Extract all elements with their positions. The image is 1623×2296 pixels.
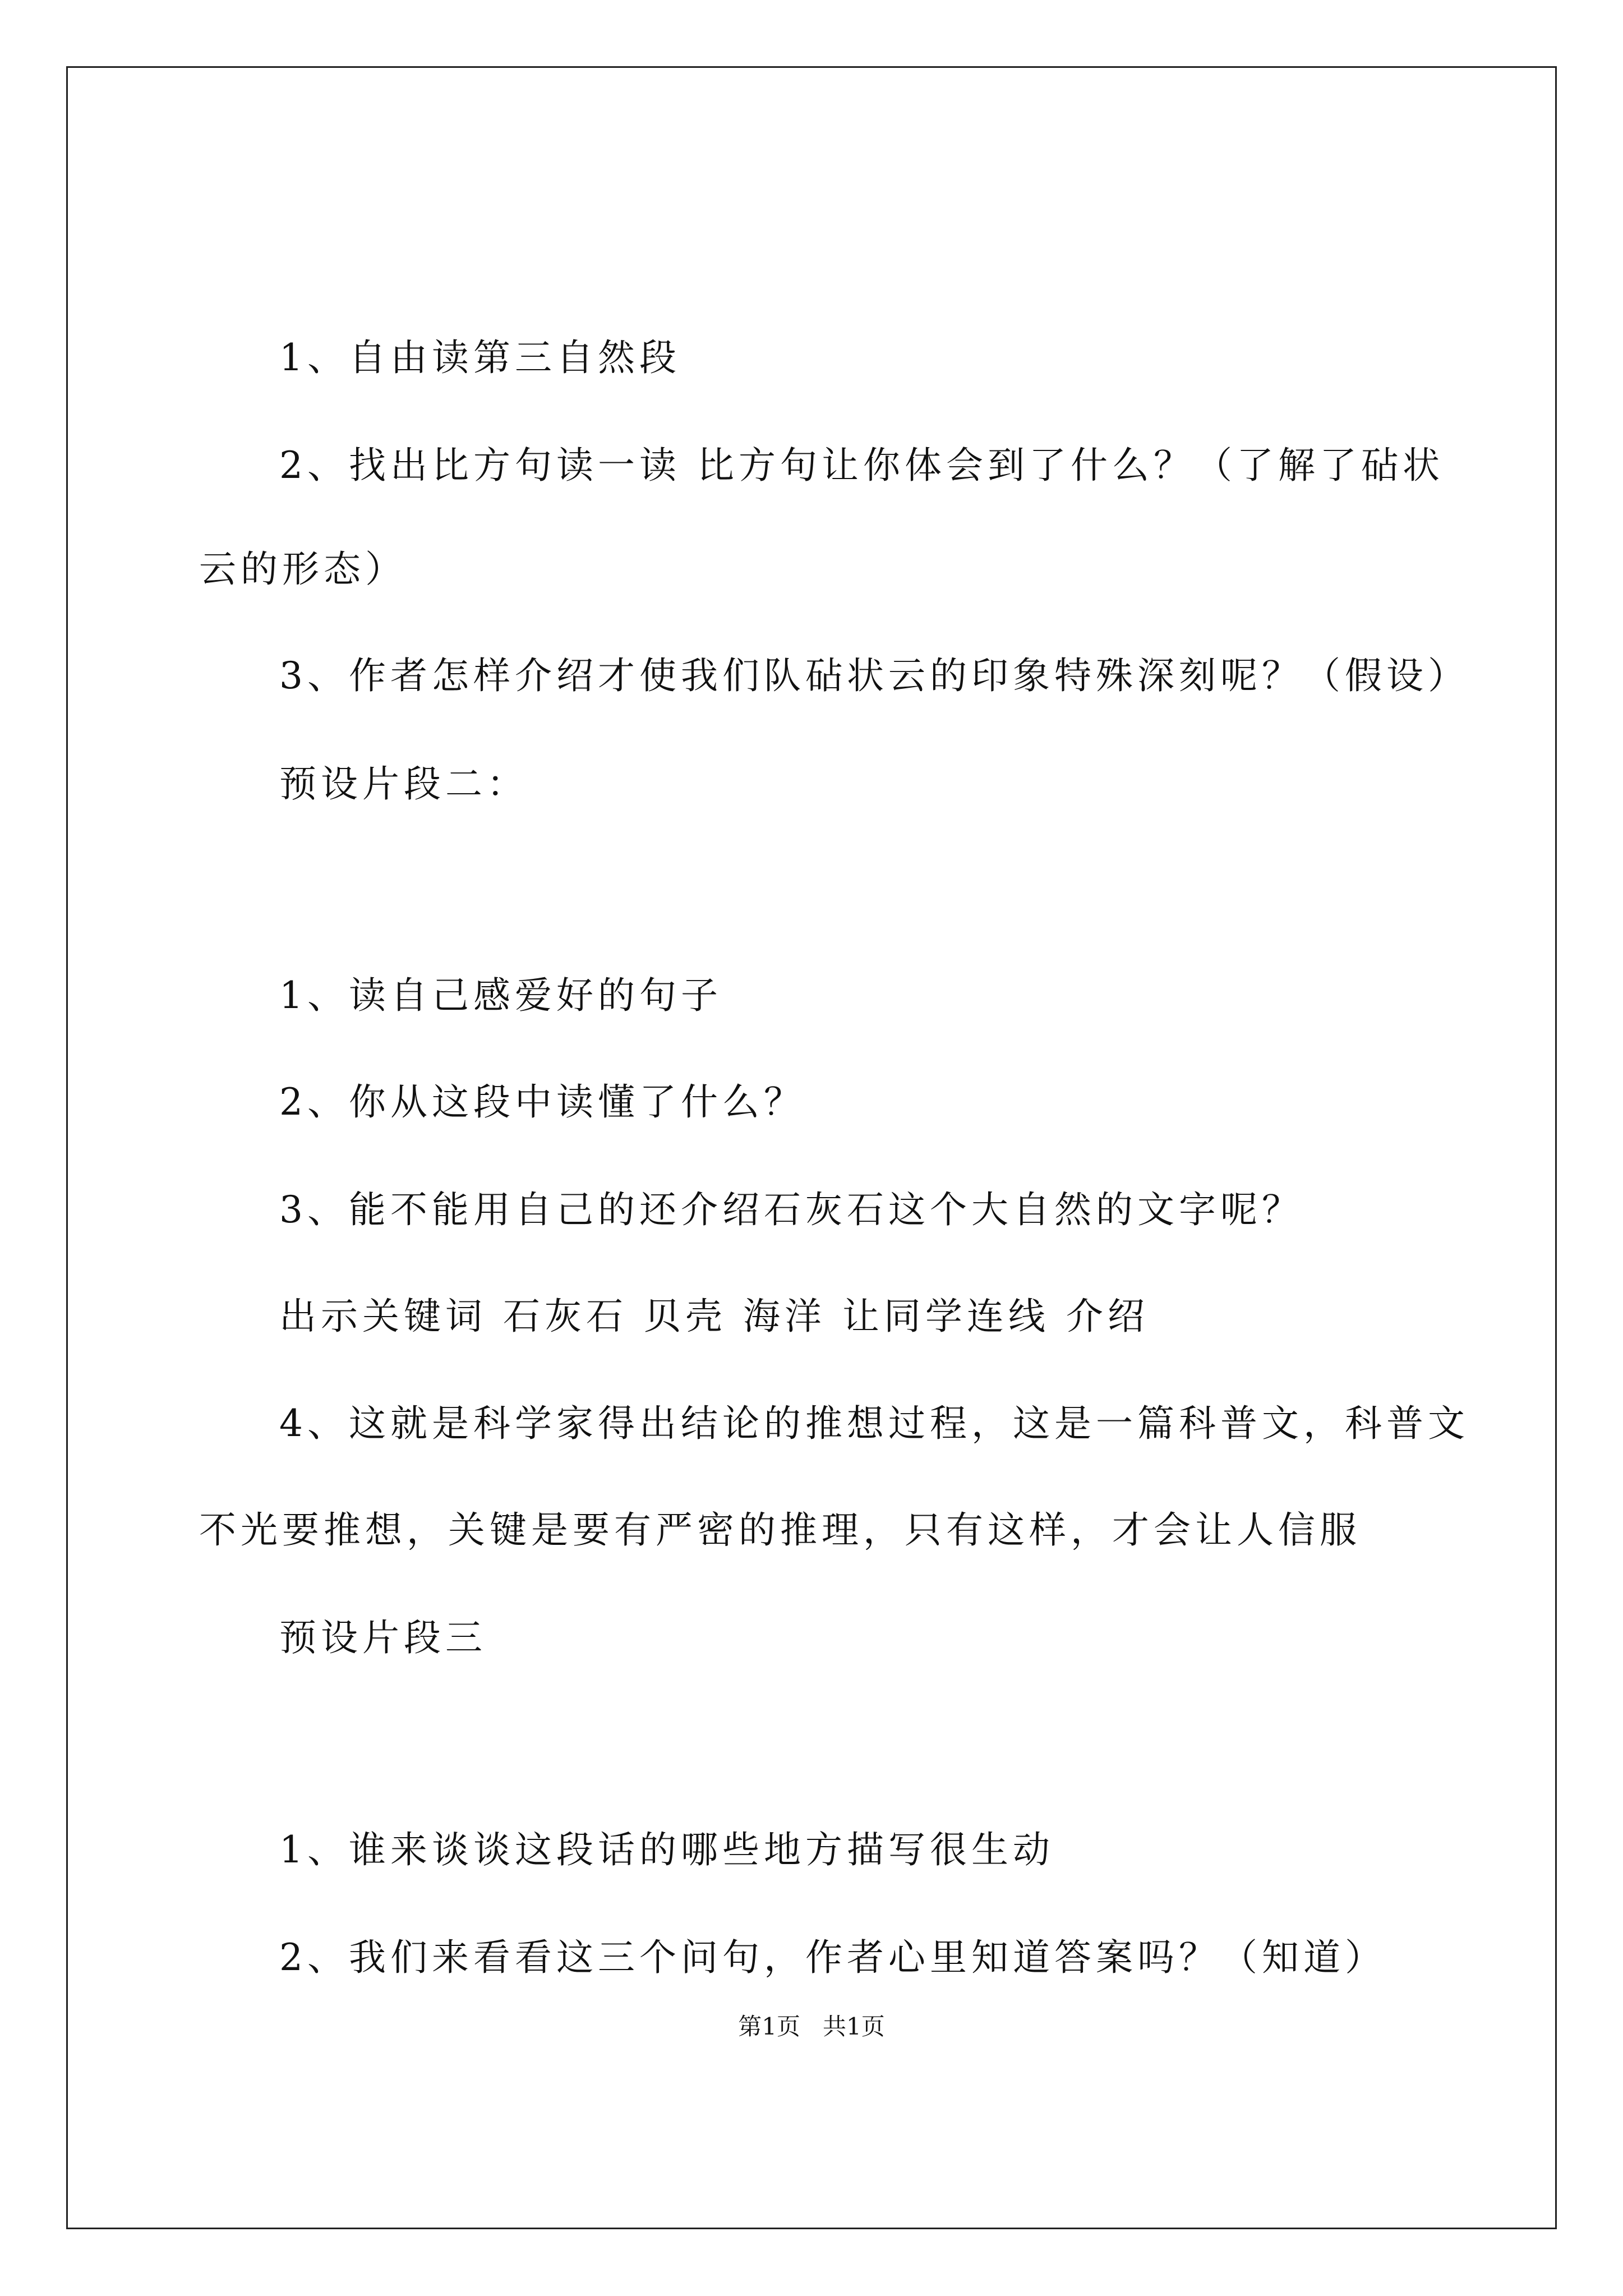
text-line: 4、这就是科学家得出结论的推想过程，这是一篇科普文，科普文 xyxy=(279,1402,1469,1445)
text-line: 2、我们来看看这三个问句，作者心里知道答案吗？（知道） xyxy=(279,1936,1386,1979)
text-line: 1、读自己感爱好的句子 xyxy=(279,974,722,1017)
text-line: 1、谁来谈谈这段话的哪些地方描写很生动 xyxy=(279,1828,1054,1871)
page-footer: 第1页 共1页 xyxy=(738,2013,885,2040)
page-frame xyxy=(66,66,1557,2229)
text-line: 3、作者怎样介绍才使我们队砧状云的印象特殊深刻呢？（假设） xyxy=(279,654,1469,697)
text-line: 1、自由读第三自然段 xyxy=(279,336,681,379)
text-line: 2、你从这段中读懂了什么？ xyxy=(279,1080,805,1124)
text-line: 不光要推想，关键是要有严密的推理，只有这样，才会让人信服 xyxy=(199,1508,1361,1552)
text-line: 3、能不能用自己的还介绍石灰石这个大自然的文字呢？ xyxy=(279,1188,1303,1231)
section-heading: 预设片段二： xyxy=(279,762,528,806)
text-line: 2、找出比方句读一读 比方句让你体会到了什么？（了解了砧状 xyxy=(279,444,1444,487)
text-line: 云的形态） xyxy=(199,547,407,591)
text-line: 出示关键词 石灰石 贝壳 海洋 让同学连线 介绍 xyxy=(279,1295,1149,1338)
section-heading: 预设片段三 xyxy=(279,1616,487,1659)
